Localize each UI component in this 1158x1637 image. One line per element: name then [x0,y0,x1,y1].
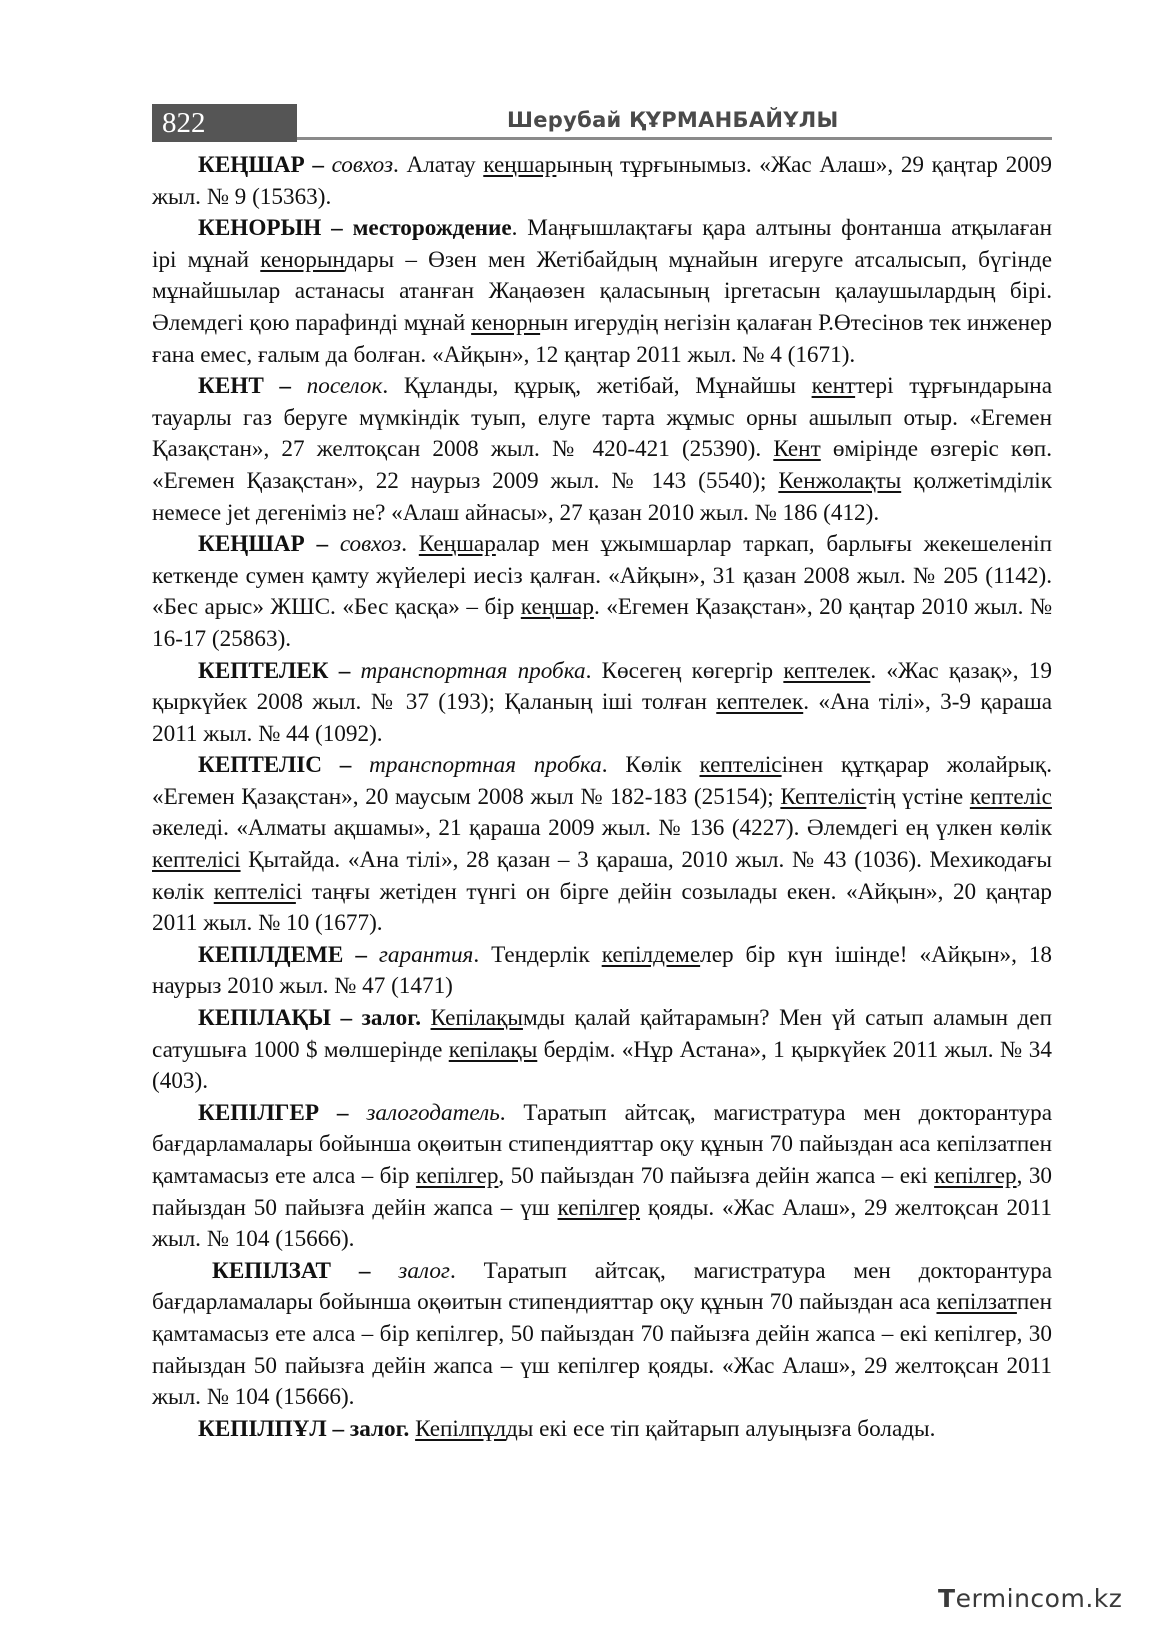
entry-term-underlined: кепілгер [415,1163,499,1189]
entry-term-underlined: кепілдеме [601,941,701,968]
entry-citation-text: , 30 пайыздан 50 пайызға дейін жапса – үш [152,1163,1053,1221]
entry-citation-text: ының тұрғынымыз. «Жас Алаш», 29 қаңтар 2009 жыл. № 9 (15363). [152,152,1052,210]
entry-dash: – [322,752,370,779]
dictionary-entry [152,150,1052,213]
entry-headword: КЕПТЕЛЕК [198,657,329,684]
entry-term-underlined: кептеліс [699,752,782,779]
entry-headword: КЕНОРЫН [198,215,322,242]
entry-headword: КЕПІЛПҰЛ [198,1415,327,1442]
entry-term-underlined: Кептеліс [780,783,867,810]
entry-citation-text: пен қамтамасыз ете алса – бір кепілгер, 50 пайыздан 70 пайызға дейін жапса – екі кепілгер, 30 пайыздан 50 пайызға дейін жапса – үш кепілгер қояды. «Жас Алаш», 29 желтоқсан 2011 жыл. № 104 (15666). [152,1289,1052,1411]
entry-citation-text: қояды. «Жас Алаш», 29 желтоқсан 2011 жыл. № 104 (15666). [152,1194,1052,1253]
dictionary-entries [152,150,1052,1445]
site-watermark [938,1584,1122,1613]
dictionary-entry [152,656,1052,751]
entry-citation-text: . Таратып айтсақ, магистратура мен докторантура бағдарламалары бойынша оқөитын стипендияттар оқу құнын 70 пайыздан аса кепілзатпен қамтамасыз ете алса – бір [152,1099,1053,1189]
entry-translation: залог. [361,1005,421,1032]
header-rule [297,137,1052,140]
entry-headword: КЕПТЕЛІС [198,752,322,779]
dictionary-entry [152,1256,1052,1414]
entry-headword: КЕПІЛАҚЫ [198,1005,331,1032]
entry-citation-text: . «Егемен Қазақстан», 20 қаңтар 2010 жыл. № 16-17 (25863). [152,594,1052,652]
entry-translation: транспортная пробка [360,657,586,684]
entry-citation-text [421,1005,431,1031]
entry-translation: залогодатель [366,1099,500,1126]
entry-dash: – [328,657,361,684]
entry-translation: совхоз [339,531,402,558]
entry-translation: залог [398,1257,450,1284]
entry-citation-text: лер бір күн ішінде! «Айқын», 18 наурыз 2010 жыл. № 47 (1471) [152,941,1053,1000]
entry-headword: КЕПІЛЗАТ [212,1257,332,1284]
entry-term-underlined: Кеңшар [418,531,496,558]
entry-citation-text: . Көлік [601,752,700,779]
entry-citation-text: мды қалай қайтарамын? Мен үй сатып аламын деп сатушыға 1000 $ мөлшерінде [152,1005,1053,1063]
entry-citation-text: қолжетімділік немесе jet дегеніміз не? «Алаш айнасы», 27 қазан 2010 жыл. № 186 (412). [152,467,1052,526]
entry-dash: – [263,373,307,400]
entry-headword: КЕҢШАР [198,531,305,558]
entry-citation-text: . Таратып айтсақ, магистратура мен докторантура бағдарламалары бойынша оқөитын стипендияттар оқу құнын 70 пайыздан аса [152,1257,1052,1316]
entry-citation-text: . Көсегең көгергір [585,657,784,684]
entry-term-underlined: кептелек [783,657,871,684]
entry-citation-text: ын игерудің негізін қалаған Р.Өтесінов тек инженер ғана емес, ғалым да болған. «Айқын», 12 қаңтар 2011 жыл. № 4 (1671). [152,309,1052,368]
entry-term-underlined: кеңшар [483,152,557,178]
entry-term-underlined: кептеліс [213,878,296,905]
page-number-box [152,104,297,142]
entry-citation-text: ды екі есе тіп қайтарып алуыңызға болады. [505,1415,936,1442]
entry-dash: – [330,1005,362,1032]
entry-translation: поселок [306,373,383,400]
entry-citation-text: әкеледі. «Алматы ақшамы», 21 қараша 2009 жыл. № 136 (4227). Әлемдегі ең үлкен көлік [152,815,1052,842]
dictionary-entry [152,1098,1052,1256]
entry-citation-text: . Тендерлік [473,941,602,968]
entry-citation-text: . «Жас қазақ», 19 қыркүйек 2008 жыл. № 37 (193); Қаланың іші толған [152,657,1052,716]
watermark-domain: m.kz [1060,1584,1123,1613]
entry-headword: КЕНТ [198,373,264,400]
entry-dash: – [321,215,353,242]
entry-term-underlined: Кент [773,436,821,463]
page-header [152,104,1052,142]
entry-translation: гарантия [378,941,474,968]
entry-dash: – [343,941,379,968]
entry-headword: КЕПІЛДЕМЕ [198,941,344,968]
entry-citation-text: өмірінде өзгеріс көп. «Егемен Қазақстан», 22 наурыз 2009 жыл. № 143 (5540); [152,436,1052,494]
entry-citation-text: тің үстіне [866,783,970,810]
entry-citation-text: дары – Өзен мен Жетібайдың мұнайын игеруге атсалысып, бүгінде мұнайшылар астанасы атанған Жаңаөзен қаласының іргетасын қалаушылардың бірі. Әлемдегі қою парафинді мұнай [152,246,1053,336]
entry-translation: транспортная пробка [369,752,602,779]
dictionary-entry [152,940,1052,1003]
dictionary-entry [152,371,1052,529]
entry-citation-text: . Маңғышлақтағы қара алтыны фонтанша атқылаған ірі мұнай [152,215,1052,273]
entry-term-underlined: кенорын [260,246,345,273]
entry-headword: КЕҢШАР [198,152,305,178]
entry-citation-text: , 50 пайыздан 70 пайызға дейін жапса – екі [498,1163,935,1189]
running-head-author: Шерубай ҚҰРМАНБАЙҰЛЫ [507,108,839,132]
entry-term-underlined: кепілгер [557,1194,641,1221]
entry-citation-text: тері тұрғындарына тауарлы газ беруге мүмкіндік туып, елуге тарта жұмыс орны ашылып отыр. «Егемен Қазақстан», 27 желтоқсан 2008 жыл. № 420-421 (25390). [152,373,1053,463]
entry-citation-text: бердім. «Нұр Астана», 1 қыркүйек 2011 жыл. № 34 (403). [152,1036,1052,1095]
watermark-text: ermincо [955,1584,1061,1613]
entry-citation-text: . «Ана тілі», 3-9 қараша 2011 жыл. № 44 (1092). [152,689,1052,747]
entry-term-underlined: Кепілпұл [415,1415,506,1442]
entry-term-underlined: кент [811,373,856,400]
entry-term-underlined: Кепілақы [430,1005,523,1032]
dictionary-entry [152,1414,1052,1446]
entry-dash: – [319,1099,367,1126]
entry-citation-text: і таңғы жетіден түнгі он бірге дейін созылады екен. «Айқын», 20 қаңтар 2011 жыл. № 10 (1677). [152,878,1052,937]
dictionary-entry [152,750,1052,940]
dictionary-entry [152,1003,1052,1098]
entry-dash: – [326,1415,350,1442]
entry-dash: – [304,531,340,558]
entry-citation-text: алар мен ұжымшарлар таркап, барлығы жекешеленіп кеткенде сумен қамту жүйелері иесіз қалған. «Айқын», 31 қазан 2008 жыл. № 205 (1142). «Бес арыс» ЖШС. «Бес қасқа» – бір [152,531,1053,621]
entry-citation-text: інен құтқарар жолайрық. «Егемен Қазақстан», 20 маусым 2008 жыл № 182-183 (25154); [152,752,1052,810]
entry-citation-text: . Алатау [393,152,484,178]
entry-translation: совхоз [331,152,394,178]
entry-term-underlined: кеңшар [520,594,594,621]
entry-citation-text: . [401,531,419,558]
entry-term-underlined: кепілгер [934,1163,1017,1189]
entry-term-underlined: кептелек [716,689,804,716]
entry-term-underlined: кепілақы [448,1036,538,1063]
entry-translation: месторождение [352,215,512,242]
entry-term-underlined: кептелісі [152,847,241,874]
entry-term-underlined: кепілзат [936,1289,1017,1316]
watermark-logo-letter: T [938,1584,956,1613]
entry-term-underlined: кенорн [471,309,541,336]
entry-dash: – [331,1257,399,1284]
dictionary-entry [152,213,1052,371]
entry-term-underlined: Кенжолақты [778,467,902,494]
entry-dash: – [304,152,332,178]
entry-citation-text: . Құланды, құрық, жетібай, Мұнайшы [382,373,812,400]
dictionary-entry [152,529,1052,655]
entry-headword: КЕПІЛГЕР [198,1099,319,1126]
entry-translation: залог. [349,1415,410,1442]
page-number: 822 [162,107,206,139]
entry-citation-text: Қытайда. «Ана тілі», 28 қазан – 3 қараша, 2010 жыл. № 43 (1036). Мехикодағы көлік [152,847,1052,905]
entry-term-underlined: кептеліс [969,783,1052,810]
